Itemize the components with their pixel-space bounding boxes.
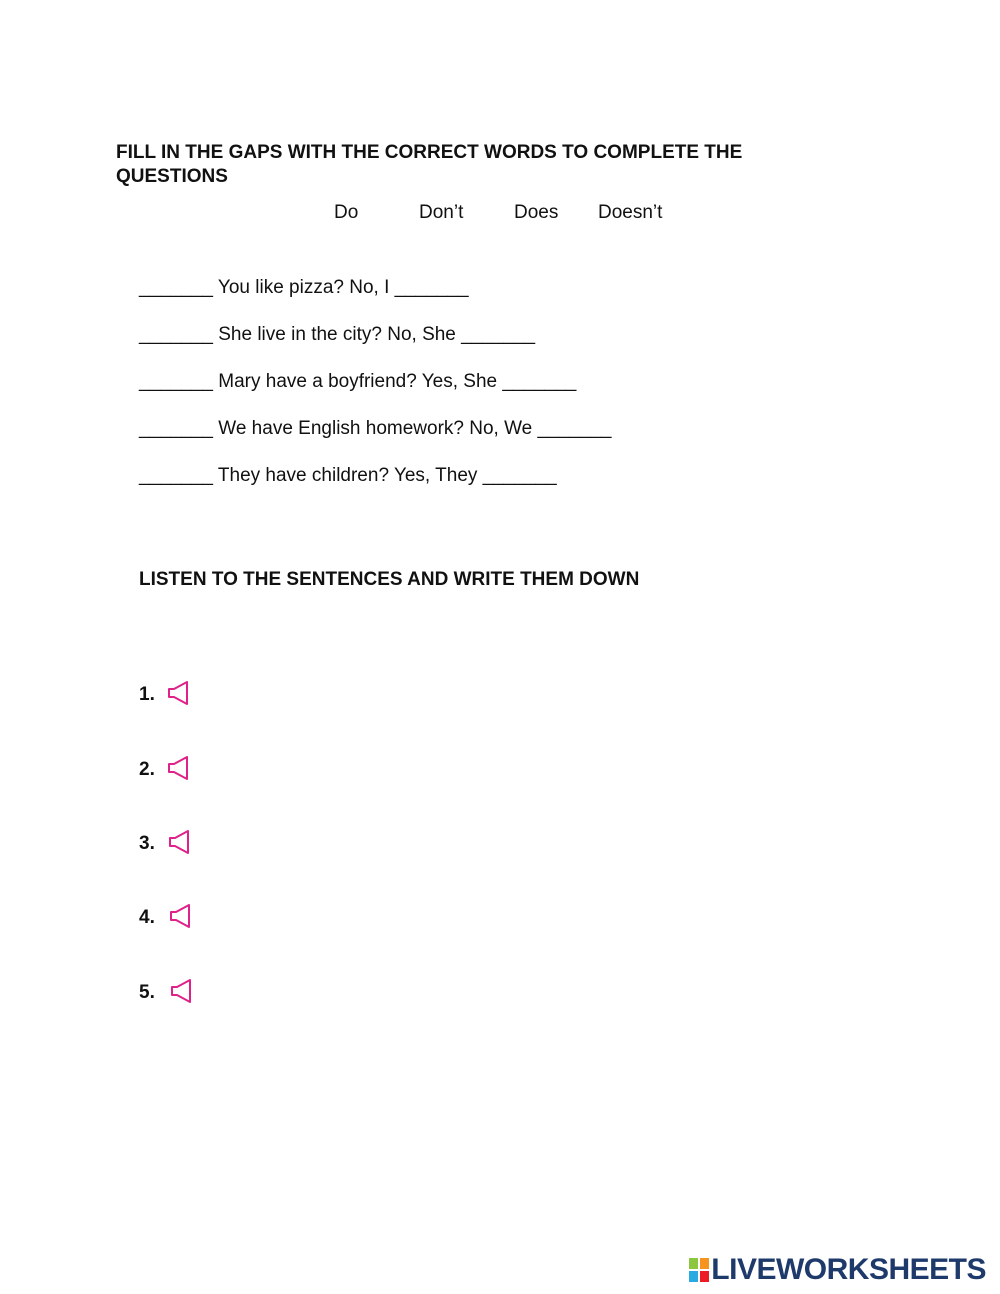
speaker-icon[interactable] <box>166 680 192 706</box>
speaker-icon[interactable] <box>168 903 194 929</box>
speaker-icon[interactable] <box>169 978 195 1004</box>
question-5: _______ They have children? Yes, They _______ <box>139 465 557 486</box>
word-bank-item: Don’t <box>419 202 464 223</box>
question-4: _______ We have English homework? No, We _______ <box>139 418 612 439</box>
item-number: 4. <box>139 907 155 928</box>
question-1: _______ You like pizza? No, I _______ <box>139 277 469 298</box>
word-bank <box>0 202 1000 226</box>
question-2: _______ She live in the city? No, She _______ <box>139 324 536 345</box>
section2-title: LISTEN TO THE SENTENCES AND WRITE THEM DOWN <box>139 569 640 590</box>
word-bank-item: Does <box>514 202 559 223</box>
question-3: _______ Mary have a boyfriend? Yes, She _______ <box>139 371 577 392</box>
speaker-icon[interactable] <box>167 829 193 855</box>
word-bank-item: Do <box>334 202 359 223</box>
item-number: 5. <box>139 982 155 1003</box>
liveworksheets-logo <box>689 1253 986 1287</box>
item-number: 1. <box>139 684 155 705</box>
logo-text: LIVEWORKSHEETS <box>711 1253 986 1286</box>
item-number: 2. <box>139 759 155 780</box>
speaker-icon[interactable] <box>166 755 192 781</box>
logo-mark-icon <box>689 1258 709 1282</box>
word-bank-item: Doesn’t <box>598 202 663 223</box>
item-number: 3. <box>139 833 155 854</box>
section1-title: FILL IN THE GAPS WITH THE CORRECT WORDS TO COMPLETE THE QUESTIONS <box>116 142 743 187</box>
